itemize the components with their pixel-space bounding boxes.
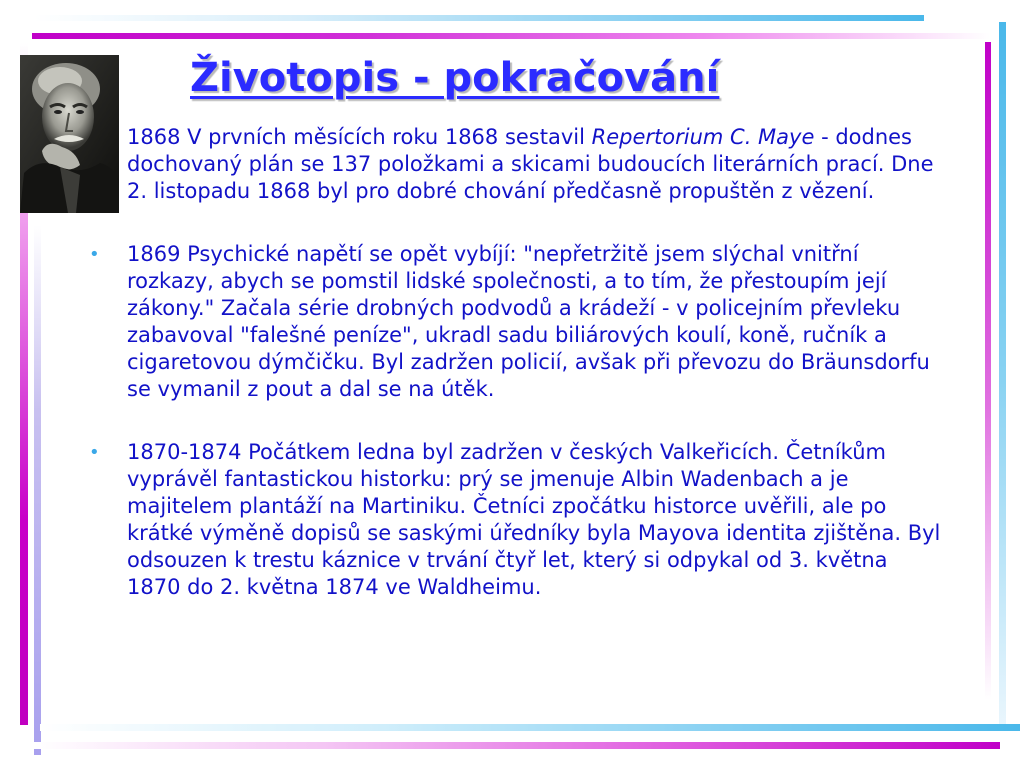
bottom-cyan-line [40,724,1020,731]
bullet-italic-title: Repertorium C. Maye [591,125,815,149]
bullet-text: Počátkem ledna byl zadržen v českých Valkeřicích. Četníkům vyprávěl fantastickou historku: prý se jmenuje Albin Wadenbach a je majitelem plantáží na Martiniku. Četníci zpočátku historce uvěřili, ale po krátké výměně dopisů se saskými úředníky byla Mayova identita zjištěna. Byl odsouzen k trestu káznice v trvání čtyř let, který si odpykal od 3. května 1870 do 2. května 1874 ve Waldheimu. [127,440,941,599]
bullet-year: 1868 [127,125,181,149]
bullet-icon: • [89,442,100,463]
bottom-magenta-line [34,742,1000,749]
bullet-item-1869 [83,241,943,403]
bullet-year: 1870-1874 [127,440,242,464]
top-cyan-line [34,15,924,21]
bullet-text: V prvních měsících roku 1868 sestavil [187,125,592,149]
right-magenta-line [985,42,991,700]
bullet-item-1870-1874 [83,439,943,601]
left-lavender-line [34,225,41,755]
bullet-list [83,124,943,637]
bullet-text: Psychické napětí se opět vybíjí: "nepřetržitě jsem slýchal vnitřní rozkazy, abych se pomstil lidské společnosti, a to tím, že přestoupím její zákony." Začala série drobných podvodů a krádeží - v policejním převleku zabavoval "falešné peníze", ukradl sadu biliárových koulí, koně, ručník a cigaretovou dýmčičku. Byl zadržen policií, avšak při převozu do Bräunsdorfu se vymanil z pout a dal se na útěk. [127,242,930,401]
right-cyan-line [999,22,1006,728]
slide-title: Životopis - pokračování [190,55,720,101]
bullet-text-continued: - dodnes dochovaný plán se 137 položkami a skicami budoucích literárních prací. Dne 2. listopadu 1868 byl pro dobré chování předčasně propuštěn z vězení. [127,125,934,203]
top-magenta-line [32,33,990,39]
bullet-icon: • [89,244,100,265]
bullet-year: 1869 [127,242,181,266]
bullet-item-1868 [83,124,943,205]
